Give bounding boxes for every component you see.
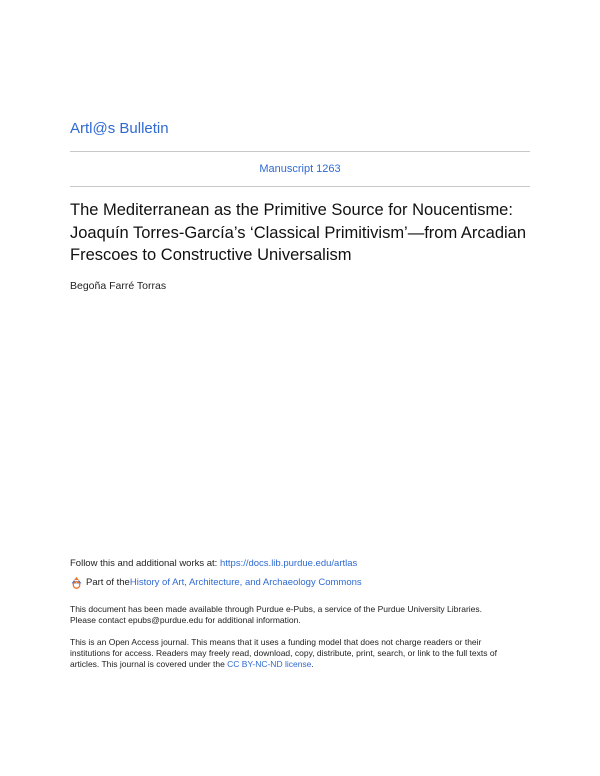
notice-2-last-prefix: articles. This journal is covered under the — [70, 659, 228, 669]
notice-2-line-1: This is an Open Access journal. This means that it uses a funding model that does not charge readers or their — [70, 637, 482, 647]
follow-line — [70, 558, 357, 569]
title-line-2: Joaquín Torres-García’s ‘Classical Primitivism’—from Arcadian — [70, 223, 527, 242]
follow-prefix: Follow this and additional works at: — [70, 558, 220, 569]
part-of-prefix: Part of the — [86, 577, 130, 588]
commons-link[interactable]: History of Art, Architecture, and Archaeology Commons — [129, 577, 362, 588]
notice-2-last-suffix: . — [311, 659, 314, 669]
article-title — [70, 199, 535, 267]
title-line-3: Frescoes to Constructive Universalism — [70, 246, 352, 264]
bottom-divider — [70, 186, 530, 187]
journal-name-link[interactable]: Artl@s Bulletin — [70, 120, 169, 137]
license-link[interactable]: CC BY-NC-ND license — [227, 659, 312, 669]
notice-1-line-2: Please contact epubs@purdue.edu for additional information. — [70, 615, 301, 625]
part-of-line — [70, 576, 362, 589]
open-access-icon — [70, 576, 83, 589]
notice-2-line-2: institutions for access. Readers may freely read, download, copy, distribute, print, search, or link to the full texts of — [70, 648, 497, 658]
manuscript-number-link[interactable]: Manuscript 1263 — [259, 163, 341, 175]
notice-2-line-3 — [70, 659, 530, 670]
title-line-1: The Mediterranean as the Primitive Source for Noucentisme: — [70, 201, 513, 219]
notice-1-line-1: This document has been made available through Purdue e-Pubs, a service of the Purdue University Libraries. — [70, 604, 483, 614]
author-name: Begoña Farré Torras — [70, 280, 167, 292]
open-access-notice — [70, 637, 530, 670]
repository-url-link[interactable]: https://docs.lib.purdue.edu/artlas — [219, 558, 358, 569]
purdue-epubs-notice — [70, 604, 530, 626]
top-divider — [70, 151, 530, 152]
